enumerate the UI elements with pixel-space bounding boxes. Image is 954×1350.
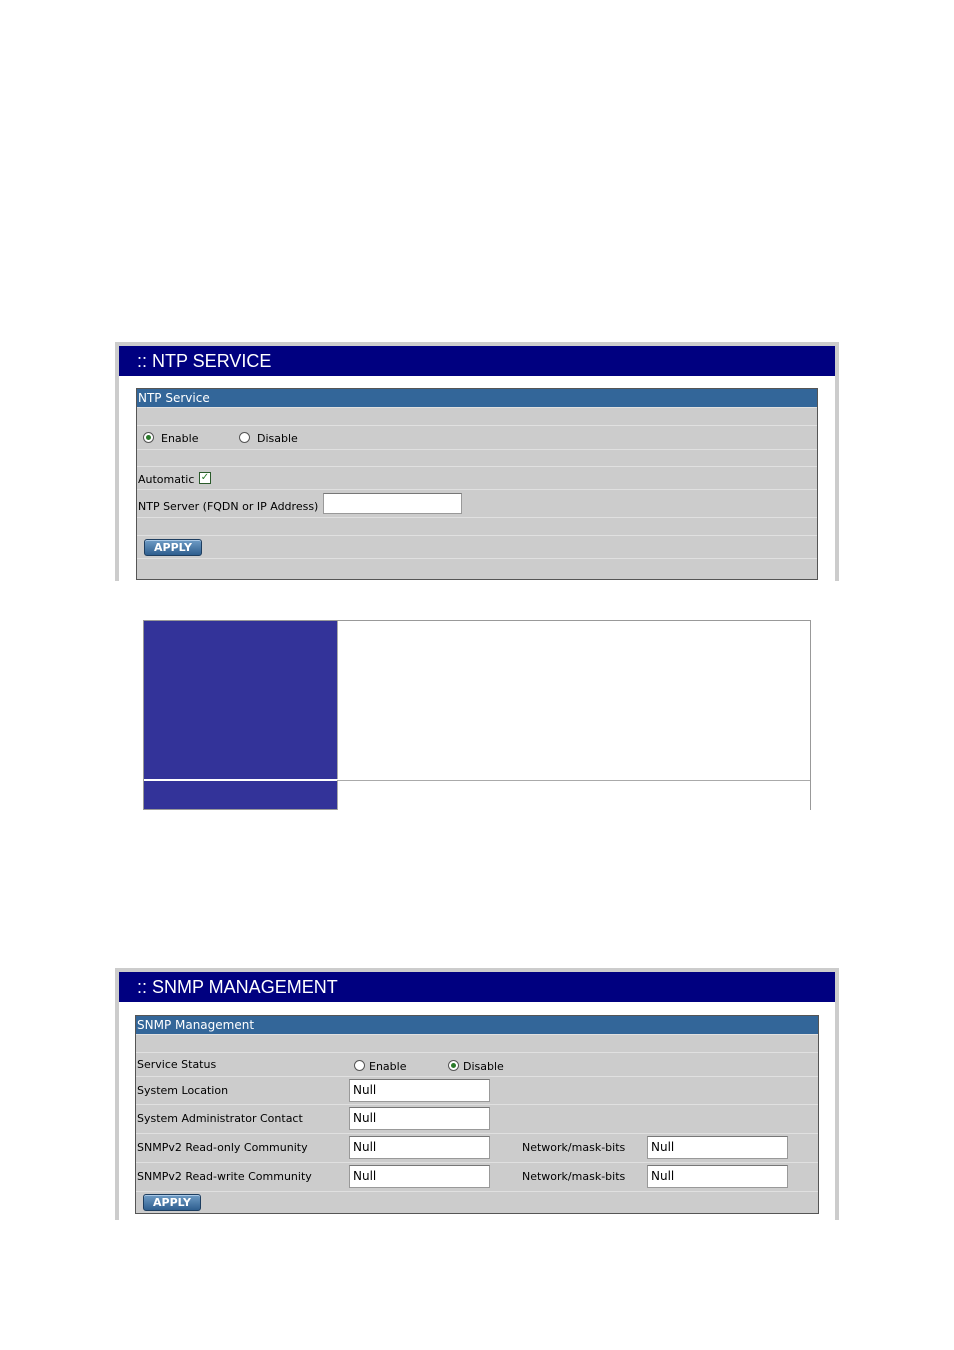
snmp-location-row	[136, 1076, 818, 1104]
snmp-management-panel	[115, 968, 839, 1220]
ntp-server-label: NTP Server (FQDN or IP Address)	[138, 500, 319, 513]
snmp-management-box	[135, 1015, 819, 1214]
ntp-server-row	[137, 489, 817, 517]
ntp-automatic-row	[137, 466, 817, 489]
snmp-ro-mask-input[interactable]: Null	[647, 1136, 788, 1159]
snmp-contact-row	[136, 1104, 818, 1133]
snmp-apply-row	[136, 1191, 818, 1213]
ntp-enable-radio[interactable]	[143, 432, 154, 443]
snmp-status-row	[136, 1052, 818, 1076]
ntp-spacer-row	[137, 407, 817, 425]
snmp-ro-input[interactable]: Null	[349, 1136, 490, 1159]
snmp-location-label: System Location	[137, 1084, 229, 1097]
ntp-bottom-row	[137, 558, 817, 579]
ntp-service-box	[136, 388, 818, 580]
ntp-apply-row	[137, 535, 817, 558]
table-value-cell-2	[337, 780, 810, 810]
ntp-spacer-row-2	[137, 449, 817, 466]
snmp-status-label: Service Status	[137, 1058, 217, 1071]
snmp-rw-row	[136, 1162, 818, 1191]
snmp-rw-label: SNMPv2 Read-write Community	[137, 1170, 312, 1183]
ntp-disable-label: Disable	[257, 432, 298, 445]
snmp-rw-input[interactable]: Null	[349, 1165, 490, 1188]
snmp-location-input[interactable]: Null	[349, 1079, 490, 1102]
ntp-spacer-row-3	[137, 517, 817, 535]
snmp-ro-mask-label: Network/mask-bits	[522, 1141, 626, 1154]
snmp-ro-label: SNMPv2 Read-only Community	[137, 1141, 308, 1154]
snmp-rw-mask-label: Network/mask-bits	[522, 1170, 626, 1183]
snmp-disable-radio[interactable]	[448, 1060, 459, 1071]
ntp-section-header: NTP Service	[137, 389, 817, 407]
snmp-enable-radio[interactable]	[354, 1060, 365, 1071]
snmp-rw-mask-input[interactable]: Null	[647, 1165, 788, 1188]
ntp-panel-title: :: NTP SERVICE	[119, 346, 835, 376]
ntp-enable-label: Enable	[161, 432, 199, 445]
table-value-cell-1	[337, 621, 810, 779]
ntp-server-input[interactable]	[323, 493, 462, 514]
snmp-apply-button[interactable]: APPLY	[143, 1194, 201, 1211]
snmp-spacer-row	[136, 1034, 818, 1052]
ntp-service-panel	[115, 342, 839, 581]
ntp-disable-radio[interactable]	[239, 432, 250, 443]
snmp-enable-label: Enable	[369, 1060, 407, 1073]
table-label-cell-2	[144, 781, 337, 809]
snmp-panel-title: :: SNMP MANAGEMENT	[119, 972, 835, 1002]
snmp-contact-input[interactable]: Null	[349, 1107, 490, 1130]
snmp-disable-label: Disable	[463, 1060, 504, 1073]
ntp-apply-button[interactable]: APPLY	[144, 539, 202, 556]
description-table	[143, 620, 811, 810]
ntp-enable-row	[137, 425, 817, 449]
table-label-cell-1	[144, 621, 337, 779]
ntp-automatic-label: Automatic	[138, 473, 195, 486]
ntp-automatic-checkbox[interactable]: ✓	[200, 472, 210, 483]
snmp-ro-row	[136, 1133, 818, 1162]
snmp-contact-label: System Administrator Contact	[137, 1112, 303, 1125]
snmp-section-header: SNMP Management	[136, 1016, 818, 1034]
